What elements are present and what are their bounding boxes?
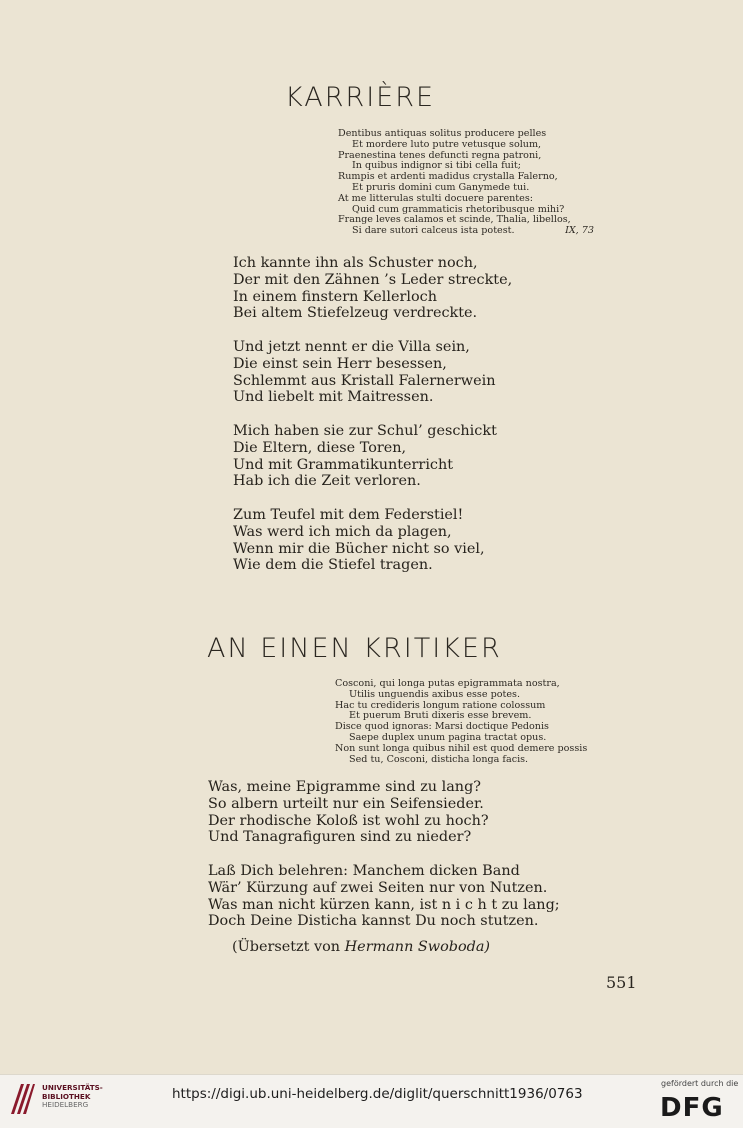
poem-line: Was man nicht kürzen kann, ist n i c h t zu lang; <box>208 896 560 913</box>
poem-line: Und jetzt nennt er die Villa sein, <box>233 338 470 355</box>
latin-line: Si dare sutori calceus ista potest. IX, 73 <box>352 225 594 237</box>
credit-translator: Hermann Swoboda) <box>344 939 491 955</box>
poem-line: Wenn mir die Bücher nicht so viel, <box>233 540 485 557</box>
poem-line: Laß Dich belehren: Manchem dicken Band <box>208 862 520 879</box>
latin-line: Sed tu, Cosconi, disticha longa facis. <box>349 753 529 765</box>
latin-line: Hac tu credideris longum ratione colossum <box>335 699 546 711</box>
latin-line: Et mordere luto putre vetusque solum, <box>352 138 542 150</box>
latin-epigram-1 <box>338 129 594 237</box>
latin-line: Cosconi, qui longa putas epigrammata nostra, <box>335 678 560 689</box>
poem-line: Die Eltern, diese Toren, <box>233 439 407 456</box>
logo-line-2: BIBLIOTHEK <box>42 1091 91 1101</box>
dfg-logo[interactable]: DFG <box>660 1093 724 1123</box>
stanza <box>208 863 560 930</box>
poem-line: Schlemmt aus Kristall Falernerwein <box>233 372 496 389</box>
poem-line: Doch Deine Disticha kannst Du noch stutzen. <box>208 913 539 930</box>
german-poem-1 <box>233 255 512 591</box>
page-number: 551 <box>606 973 637 992</box>
latin-epigram-2 <box>335 679 615 765</box>
stanza <box>233 423 512 490</box>
poem-title-an-einen-kritiker: AN EINEN KRITIKER <box>207 633 502 664</box>
translation-credit <box>232 939 490 955</box>
stanza <box>233 507 512 574</box>
university-library-name[interactable] <box>42 1084 103 1110</box>
stanza <box>208 779 560 846</box>
poem-line: Mich haben sie zur Schul’ geschickt <box>233 422 497 439</box>
poem-line: Wär’ Kürzung auf zwei Seiten nur von Nutzen. <box>208 879 548 896</box>
german-poem-2 <box>208 779 560 947</box>
poem-line: Ich kannte ihn als Schuster noch, <box>233 255 478 271</box>
latin-line: Praenestina tenes defuncti regna patroni, <box>338 149 542 161</box>
poem-line: Und Tanagrafiguren sind zu nieder? <box>208 829 472 846</box>
latin-reference: IX, 73 <box>565 225 594 237</box>
latin-line: At me litterulas stulti docuere parentes: <box>338 192 533 204</box>
logo-line-1: UNIVERSITÄTS- <box>42 1083 103 1092</box>
poem-line: Der rhodische Koloß ist wohl zu hoch? <box>208 812 489 829</box>
poem-line: Und mit Grammatikunterricht <box>233 456 454 473</box>
logo-line-3: HEIDELBERG <box>42 1100 89 1110</box>
poem-line: Und liebelt mit Maitressen. <box>233 389 434 406</box>
latin-line: Saepe duplex unum pagina tractat opus. <box>349 731 547 743</box>
poem-line: Was werd ich mich da plagen, <box>233 523 452 540</box>
poem-line: Die einst sein Herr besessen, <box>233 355 447 372</box>
poem-line: Bei altem Stiefelzeug verdreckte. <box>233 305 478 322</box>
latin-line: Utilis unguendis axibus esse potes. <box>349 688 521 700</box>
latin-line: Et puerum Bruti dixeris esse brevem. <box>349 710 532 722</box>
poem-line: Wie dem die Stiefel tragen. <box>233 557 433 574</box>
latin-line: In quibus indignor si tibi cella fuit; <box>352 160 521 172</box>
university-library-logo-icon[interactable] <box>8 1081 36 1117</box>
poem-title-karriere: KARRIÈRE <box>285 82 436 113</box>
credit-prefix: (Übersetzt von <box>232 939 345 955</box>
latin-line: Non sunt longa quibus nihil est quod demere possis <box>335 742 588 754</box>
latin-line: Disce quod ignoras: Marsi doctique Pedonis <box>335 721 549 733</box>
stanza <box>233 255 512 322</box>
latin-line: Et pruris domini cum Ganymede tui. <box>352 181 530 193</box>
poem-line: Der mit den Zähnen ’s Leder streckte, <box>233 271 513 288</box>
poem-line: Hab ich die Zeit verloren. <box>233 473 421 490</box>
latin-line: Rumpis et ardenti madidus crystalla Falerno, <box>338 171 558 183</box>
poem-line: Zum Teufel mit dem Federstiel! <box>233 506 464 523</box>
poem-line: Was, meine Epigramme sind zu lang? <box>208 779 481 795</box>
poem-line: In einem finstern Kellerloch <box>233 288 437 305</box>
stanza <box>233 339 512 406</box>
latin-line: Dentibus antiquas solitus producere pelles <box>338 128 547 139</box>
permalink-url[interactable]: https://digi.ub.uni-heidelberg.de/diglit/querschnitt1936/0763 <box>172 1086 583 1102</box>
dfg-caption: gefördert durch die <box>661 1079 739 1088</box>
latin-line: Frange leves calamos et scinde, Thalia, libellos, <box>338 214 571 226</box>
latin-line: Quid cum grammaticis rhetoribusque mihi? <box>352 203 565 215</box>
poem-line: So albern urteilt nur ein Seifensieder. <box>208 795 484 812</box>
